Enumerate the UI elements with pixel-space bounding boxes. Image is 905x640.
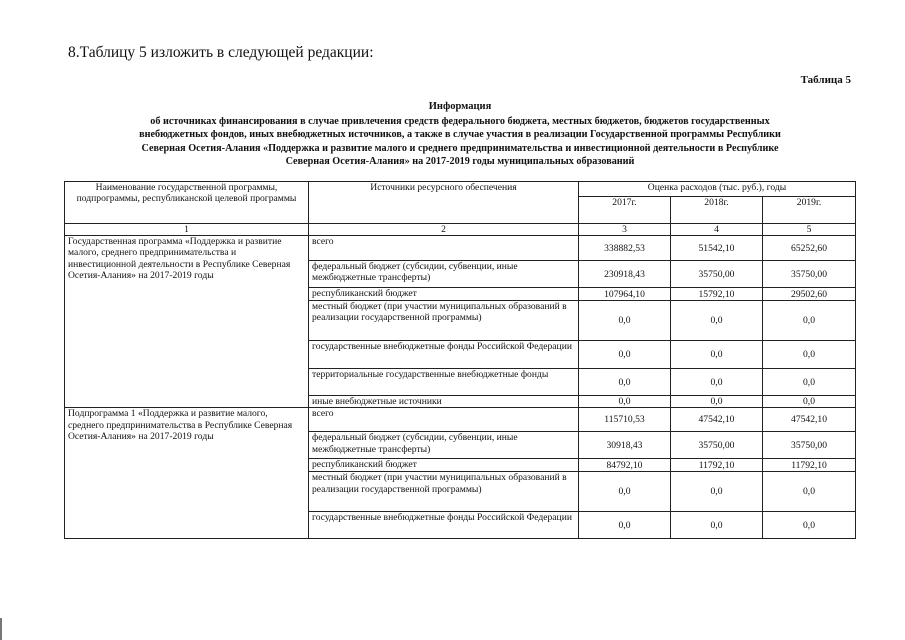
column-number: 5 bbox=[763, 224, 856, 236]
value-cell: 84792,10 bbox=[579, 459, 671, 472]
source-cell: федеральный бюджет (субсидии, субвенции, иные межбюджетные трансферты) bbox=[309, 432, 579, 459]
value-cell: 0,0 bbox=[579, 396, 671, 408]
heading-title: Информация bbox=[428, 101, 492, 112]
source-cell: местный бюджет (при участии муниципальных образований в реализации государственной программы) bbox=[309, 472, 579, 512]
financing-table bbox=[64, 181, 856, 539]
value-cell: 0,0 bbox=[763, 301, 856, 341]
value-cell: 0,0 bbox=[671, 512, 763, 539]
value-cell: 65252,60 bbox=[763, 236, 856, 261]
value-cell: 0,0 bbox=[763, 472, 856, 512]
table-row bbox=[65, 408, 856, 432]
value-cell: 29502,60 bbox=[763, 288, 856, 301]
value-cell: 35750,00 bbox=[763, 432, 856, 459]
value-cell: 0,0 bbox=[671, 341, 763, 369]
heading-line: об источниках финансирования в случае привлечения средств федерального бюджета, местных бюджетов, бюджетов государственных bbox=[150, 115, 770, 127]
heading-line: Северная Осетия-Алания» на 2017-2019 годы муниципальных образований bbox=[285, 156, 635, 168]
value-cell: 0,0 bbox=[579, 341, 671, 369]
page-edge-mark bbox=[0, 618, 2, 640]
intro-text: 8.Таблицу 5 изложить в следующей редакции: bbox=[68, 44, 374, 61]
value-cell: 0,0 bbox=[671, 369, 763, 396]
program-name: Государственная программа «Поддержка и развитие малого, среднего предпринимательства и инвестиционной деятельности в Республике Северная Осетия-Алания» на 2017-2019 годы bbox=[65, 236, 309, 408]
value-cell: 338882,53 bbox=[579, 236, 671, 261]
value-cell: 0,0 bbox=[763, 341, 856, 369]
source-cell: республиканский бюджет bbox=[309, 288, 579, 301]
source-cell: государственные внебюджетные фонды Российской Федерации bbox=[309, 341, 579, 369]
value-cell: 51542,10 bbox=[671, 236, 763, 261]
value-cell: 0,0 bbox=[579, 301, 671, 341]
source-cell: государственные внебюджетные фонды Российской Федерации bbox=[309, 512, 579, 539]
table-row bbox=[65, 236, 856, 261]
header-year: 2017г. bbox=[579, 197, 671, 224]
value-cell: 15792,10 bbox=[671, 288, 763, 301]
heading-line: Северная Осетия-Алания «Поддержка и развитие малого и среднего предпринимательства и инвестиционной деятельности в Республике bbox=[141, 142, 779, 154]
value-cell: 0,0 bbox=[579, 369, 671, 396]
header-sources: Источники ресурсного обеспечения bbox=[309, 182, 579, 224]
value-cell: 35750,00 bbox=[763, 261, 856, 288]
source-cell: федеральный бюджет (субсидии, субвенции, иные межбюджетные трансферты) bbox=[309, 261, 579, 288]
value-cell: 115710,53 bbox=[579, 408, 671, 432]
value-cell: 0,0 bbox=[579, 512, 671, 539]
value-cell: 47542,10 bbox=[763, 408, 856, 432]
source-cell: всего bbox=[309, 236, 579, 261]
table-label: Таблица 5 bbox=[800, 74, 851, 86]
header-year: 2018г. bbox=[671, 197, 763, 224]
source-cell: всего bbox=[309, 408, 579, 432]
column-number: 4 bbox=[671, 224, 763, 236]
value-cell: 230918,43 bbox=[579, 261, 671, 288]
source-cell: иные внебюджетные источники bbox=[309, 396, 579, 408]
header-program: Наименование государственной программы, подпрограммы, республиканской целевой программы bbox=[65, 182, 309, 224]
value-cell: 0,0 bbox=[763, 369, 856, 396]
header-estimate: Оценка расходов (тыс. руб.), годы bbox=[579, 182, 856, 197]
value-cell: 0,0 bbox=[671, 472, 763, 512]
value-cell: 47542,10 bbox=[671, 408, 763, 432]
value-cell: 11792,10 bbox=[763, 459, 856, 472]
source-cell: республиканский бюджет bbox=[309, 459, 579, 472]
value-cell: 0,0 bbox=[579, 472, 671, 512]
value-cell: 35750,00 bbox=[671, 261, 763, 288]
value-cell: 11792,10 bbox=[671, 459, 763, 472]
header-year: 2019г. bbox=[763, 197, 856, 224]
value-cell: 0,0 bbox=[671, 301, 763, 341]
table-heading bbox=[60, 100, 860, 169]
column-number: 3 bbox=[579, 224, 671, 236]
heading-line: внебюджетных фондов, иных внебюджетных источников, а также в случае участия в реализации Государственной программы Республики bbox=[139, 129, 781, 141]
program-name: Подпрограмма 1 «Поддержка и развитие малого, среднего предпринимательства в Республике Северная Осетия-Алания» на 2017-2019 годы bbox=[65, 408, 309, 539]
value-cell: 30918,43 bbox=[579, 432, 671, 459]
value-cell: 0,0 bbox=[671, 396, 763, 408]
value-cell: 0,0 bbox=[763, 512, 856, 539]
value-cell: 35750,00 bbox=[671, 432, 763, 459]
value-cell: 0,0 bbox=[763, 396, 856, 408]
source-cell: территориальные государственные внебюджетные фонды bbox=[309, 369, 579, 396]
value-cell: 107964,10 bbox=[579, 288, 671, 301]
column-number: 1 bbox=[65, 224, 309, 236]
source-cell: местный бюджет (при участии муниципальных образований в реализации государственной программы) bbox=[309, 301, 579, 341]
column-number: 2 bbox=[309, 224, 579, 236]
